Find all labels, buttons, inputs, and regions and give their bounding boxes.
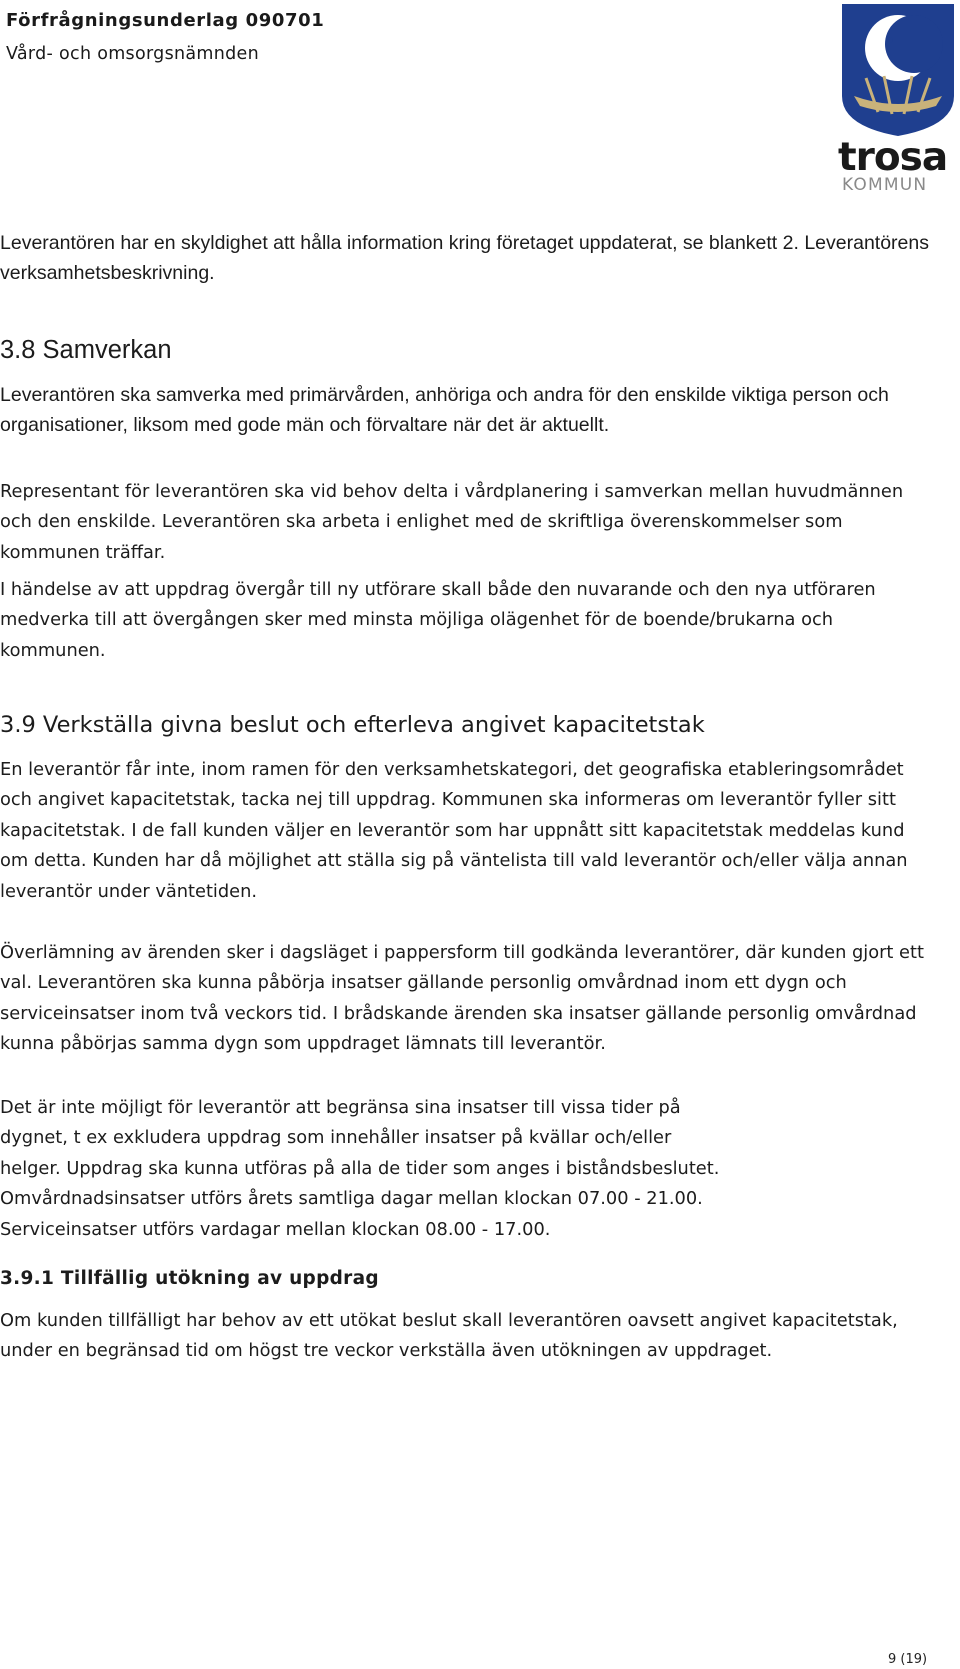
page-number: 9 (19) (888, 1652, 928, 1667)
section-3-9-1-paragraph-1: Om kunden tillfälligt har behov av ett utökat beslut skall leverantören oavsett angivet kapacitetstak, under en begränsad tid om högst tre veckor verkställa även utökningen av uppdraget. (0, 1310, 898, 1362)
section-3-8-paragraph-3: I händelse av att uppdrag övergår till ny utförare skall både den nuvarande och den nya utföraren medverka till att övergången sker med minsta möjliga olägenhet för de boende/brukarna och kommunen. (0, 579, 876, 661)
paragraph-line: Omvårdnadsinsatser utförs årets samtliga dagar mellan klockan 07.00 - 21.00. (0, 1188, 703, 1210)
paragraph-line: dygnet, t ex exkludera uppdrag som innehåller insatser på kvällar och/eller (0, 1127, 672, 1149)
document-subtitle: Vård- och omsorgsnämnden (6, 44, 260, 64)
section-3-9-paragraph-1: En leverantör får inte, inom ramen för den verksamhetskategori, det geografiska etableringsområdet och angivet kapacitetstak, tacka nej till uppdrag. Kommunen ska informeras om leverantör fyller sitt kapacitetstak. I de fall kunden väljer en leverantör som har uppnått sitt kapacitetstak meddelas kund om detta. Kunden har då möjlighet att ställa sig på väntelista till vald leverantör och/eller välja annan leverantör under väntetiden. (0, 759, 908, 902)
logo-kommun-text: KOMMUN (842, 175, 928, 195)
paragraph-line: Det är inte möjligt för leverantör att begränsa sina insatser till vissa tider på (0, 1097, 681, 1118)
document-title: Förfrågningsunderlag 090701 (6, 10, 325, 31)
section-3-8-paragraph-1: Leverantören ska samverka med primärvården, anhöriga och andra för den enskilde viktiga person och organisationer, liksom med gode män och förvaltare när det är aktuellt. (0, 384, 889, 437)
paragraph-line: helger. Uppdrag ska kunna utföras på alla de tider som anges i biståndsbeslutet. (0, 1157, 720, 1179)
paragraph-line: Serviceinsatser utförs vardagar mellan klockan 08.00 - 17.00. (0, 1218, 551, 1240)
intro-paragraph: Leverantören har en skyldighet att hålla information kring företaget uppdaterat, se blankett 2. Leverantörens verksamhetsbeskrivning. (0, 232, 929, 285)
section-3-9-1-heading: 3.9.1 Tillfällig utökning av uppdrag (0, 1268, 379, 1289)
section-3-9-paragraph-3 (0, 1093, 925, 1245)
section-3-8-paragraph-2: Representant för leverantören ska vid behov delta i vårdplanering i samverkan mellan huvudmännen och den enskilde. Leverantören ska arbeta i enlighet med de skriftliga överenskommelser som kommunen träffar. (0, 481, 904, 563)
logo-wordmark: trosa (838, 135, 948, 180)
section-3-9-heading: 3.9 Verkställa givna beslut och efterleva angivet kapacitetstak (0, 712, 705, 738)
section-3-9-paragraph-2: Överlämning av ärenden sker i dagsläget i pappersform till godkända leverantörer, där kunden gjort ett val. Leverantören ska kunna påbörja insatser gällande personlig omvårdnad inom ett dygn och serviceinsatser inom två veckors tid. I brådskande ärenden ska insatser gällande personlig omvårdnad kunna påbörjas samma dygn som uppdraget lämnats till leverantör. (0, 942, 924, 1055)
section-3-8-heading: 3.8 Samverkan (0, 336, 172, 364)
